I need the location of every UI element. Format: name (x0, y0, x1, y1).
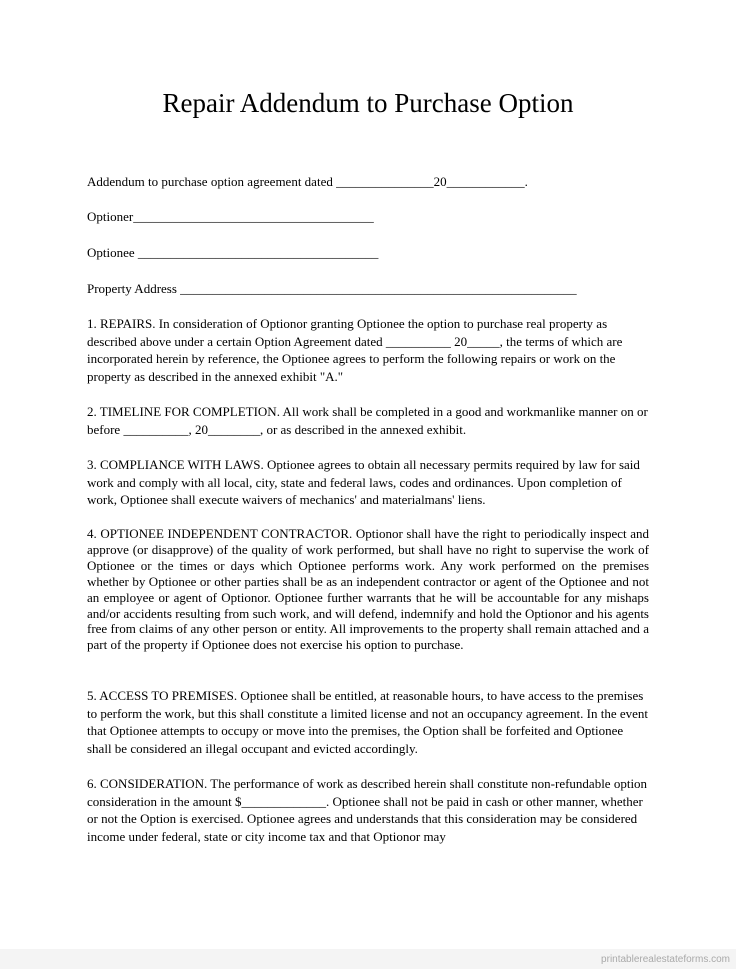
section-repairs: 1. REPAIRS. In consideration of Optionor granting Optionee the option to purchase real property as described above under a certain Option Agreement dated __________ 20_____, the terms of which are incorporated herein by reference, the Optionee agrees to perform the following repairs or work on the property as described in the annexed exhibit "A." (87, 316, 623, 384)
page-title: Repair Addendum to Purchase Option (162, 88, 574, 118)
section-independent-contractor: 4. OPTIONEE INDEPENDENT CONTRACTOR. Optionor shall have the right to periodically inspect and approve (or disapprove) of the quality of work performed, but shall have no right to supervise the work of Optionee or the times or days which Optionee performs work. Any work performed on the premises whether by Optionee or other parties shall be as an independent contractor or agent of the Optionee and not an employee or agent of Optionor. Optionee further warrants that he will be accountable for any mishaps and/or accidents resulting from such work, and will defend, indemnify and hold the Optionor and his agents free from claims of any other person or entity. All improvements to the property shall remain attached and a part of the property if Optionee does not exercise his option to purchase. (87, 526, 649, 653)
section-timeline: 2. TIMELINE FOR COMPLETION. All work shall be completed in a good and workmanlike manner on or before __________, 20________, or as described in the annexed exhibit. (87, 404, 648, 437)
section-compliance: 3. COMPLIANCE WITH LAWS. Optionee agrees to obtain all necessary permits required by law for said work and comply with all local, city, state and federal laws, codes and ordinances. Upon completion of work, Optionee shall execute waivers of mechanics' and materialmans' liens. (87, 457, 640, 508)
property-address-field: Property Address _____________________________________________________________ (87, 281, 577, 296)
agreement-date-field: Addendum to purchase option agreement dated _______________20____________. (87, 174, 528, 189)
optioner-field: Optioner_____________________________________ (87, 209, 374, 224)
watermark-footer: printablerealestateforms.com (601, 954, 730, 965)
section-access: 5. ACCESS TO PREMISES. Optionee shall be entitled, at reasonable hours, to have access to the premises to perform the work, but this shall constitute a limited license and not an occupancy agreement. In the event that Optionee attempts to occupy or move into the premises, the Option shall be forfeited and Optionee shall be considered an illegal occupant and evicted accordingly. (87, 688, 648, 756)
optionee-field: Optionee _____________________________________ (87, 245, 379, 260)
section-consideration: 6. CONSIDERATION. The performance of work as described herein shall constitute non-refundable option consideration in the amount $_____________. Optionee shall not be paid in cash or other manner, whether or not the Option is exercised. Optionee agrees and understands that this consideration may be considered income under federal, state or city income tax and that Optionor may (87, 776, 648, 844)
